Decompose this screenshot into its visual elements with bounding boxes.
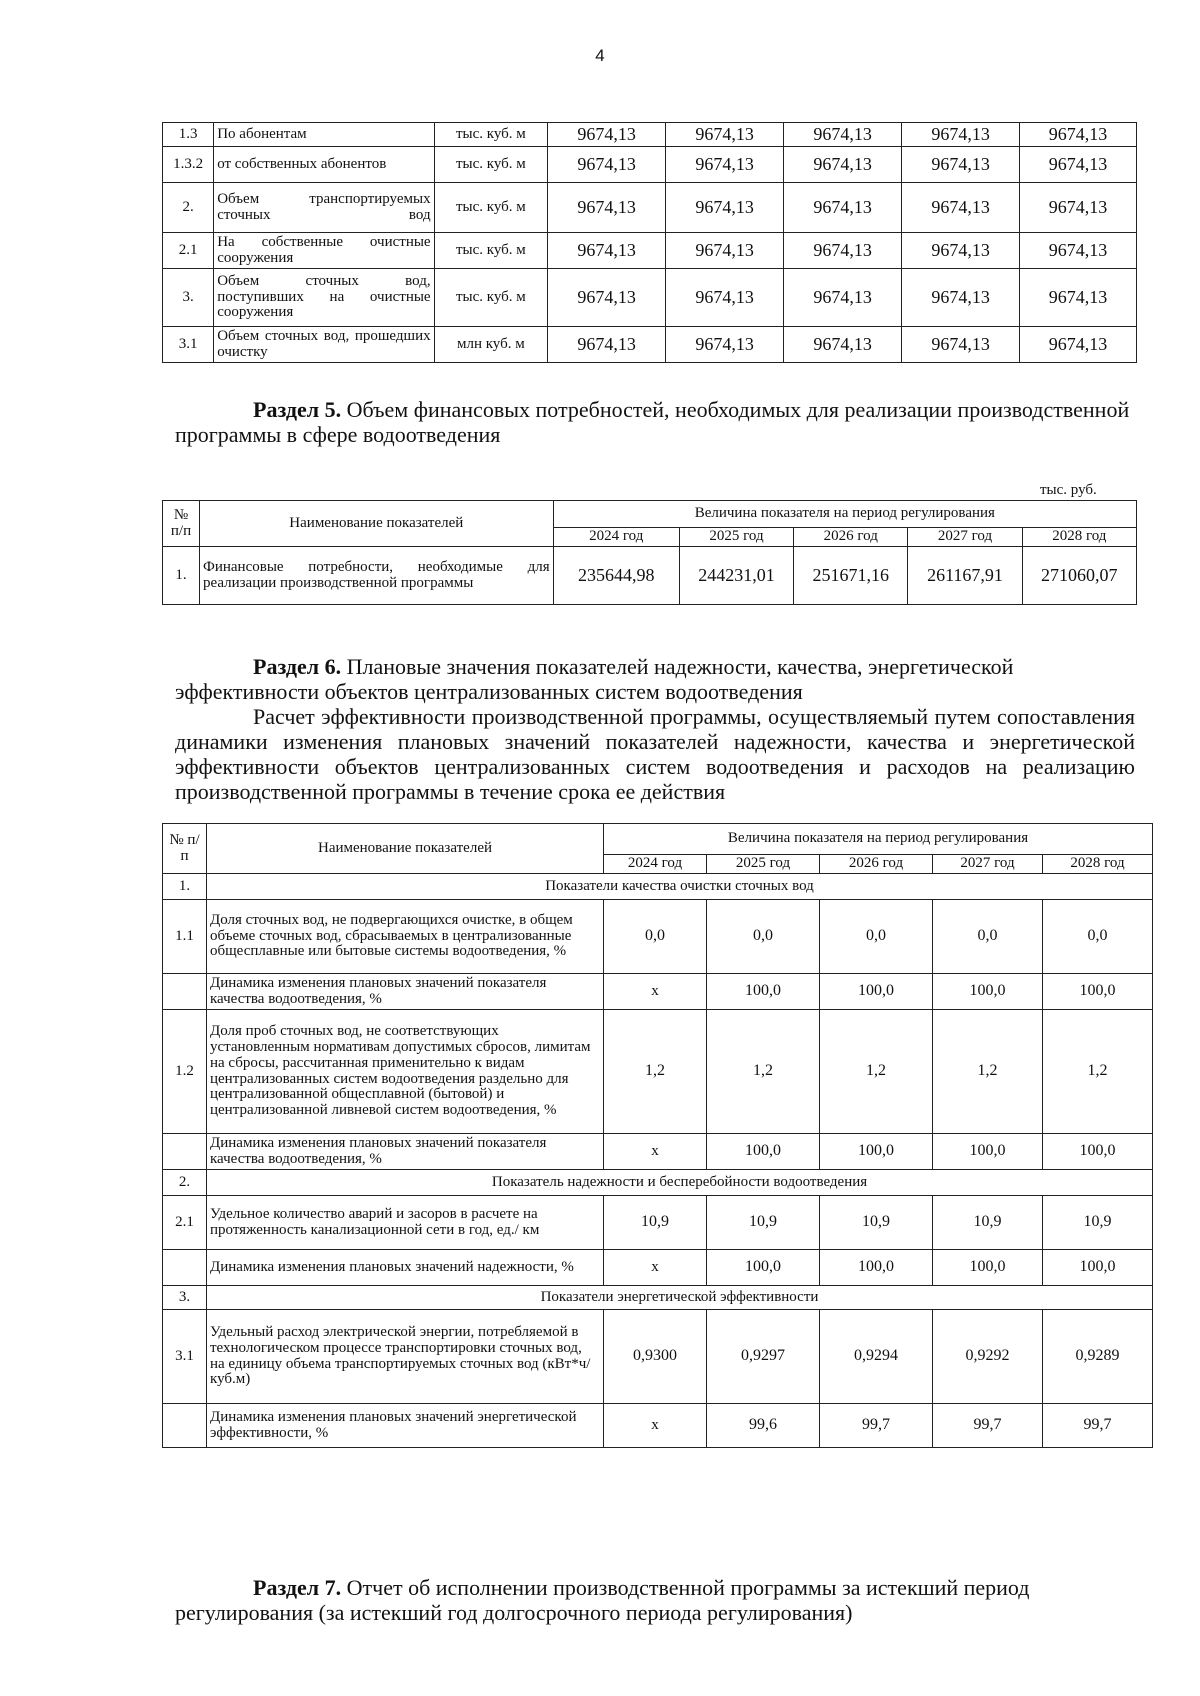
- value-cell: 1,2: [933, 1010, 1043, 1134]
- value-cell: 9674,13: [666, 147, 784, 183]
- value-cell: 100,0: [820, 974, 933, 1010]
- value-cell: 100,0: [820, 1134, 933, 1170]
- units-label: тыс. руб.: [1040, 482, 1097, 498]
- value-cell: 9674,13: [784, 147, 902, 183]
- value-cell: 10,9: [933, 1196, 1043, 1250]
- value-cell: 10,9: [820, 1196, 933, 1250]
- value-cell: 100,0: [933, 974, 1043, 1010]
- year-header: 2024 год: [604, 855, 707, 874]
- value-cell: 100,0: [1043, 1250, 1153, 1286]
- row-number: 2.1: [163, 233, 214, 269]
- value-cell: 0,9289: [1043, 1310, 1153, 1404]
- value-cell: 9674,13: [784, 327, 902, 363]
- value-cell: 9674,13: [784, 269, 902, 327]
- group-title: Показатели энергетической эффективности: [207, 1286, 1153, 1310]
- group-number: 1.: [163, 874, 207, 900]
- dynamics-row: [163, 1134, 1153, 1170]
- value-cell: 9674,13: [1020, 269, 1137, 327]
- value-cell: 10,9: [707, 1196, 820, 1250]
- row-name: По абонентам: [214, 123, 434, 147]
- table-row: [163, 183, 1137, 233]
- value-cell: 0,0: [820, 900, 933, 974]
- value-cell: 9674,13: [902, 147, 1020, 183]
- year-header: 2028 год: [1043, 855, 1153, 874]
- row-name: На собственные очистные сооружения: [214, 233, 434, 269]
- row-number: 2.1: [163, 1196, 207, 1250]
- group-row: [163, 1286, 1153, 1310]
- row-name: Объем сточных вод, прошедших очистку: [214, 327, 434, 363]
- value-cell: 10,9: [604, 1196, 707, 1250]
- row-name: Динамика изменения плановых значений надежности, %: [207, 1250, 604, 1286]
- value-cell: 9674,13: [1020, 123, 1137, 147]
- value-cell: х: [604, 1250, 707, 1286]
- value-cell: 271060,07: [1022, 547, 1136, 605]
- value-cell: 0,0: [604, 900, 707, 974]
- col-name-header: Наименование показателей: [207, 824, 604, 874]
- value-cell: 99,7: [820, 1404, 933, 1448]
- year-header: 2026 год: [794, 528, 908, 547]
- value-cell: 100,0: [820, 1250, 933, 1286]
- year-header: 2025 год: [679, 528, 793, 547]
- value-cell: 0,9294: [820, 1310, 933, 1404]
- year-header: 2028 год: [1022, 528, 1136, 547]
- value-cell: 100,0: [707, 1134, 820, 1170]
- col-name-header: Наименование показателей: [199, 501, 553, 547]
- value-cell: 0,0: [707, 900, 820, 974]
- group-row: [163, 874, 1153, 900]
- value-cell: 9674,13: [548, 123, 666, 147]
- table-row: [163, 147, 1137, 183]
- value-cell: х: [604, 1134, 707, 1170]
- value-cell: 9674,13: [902, 233, 1020, 269]
- row-name: от собственных абонентов: [214, 147, 434, 183]
- section-7-heading: Раздел 7. Отчет об исполнении производственной программы за истекший период регулирования (за истекший год долгосрочного периода регулирования): [175, 1575, 1030, 1625]
- value-cell: 9674,13: [548, 147, 666, 183]
- value-cell: 9674,13: [784, 233, 902, 269]
- unit-cell: млн куб. м: [434, 327, 548, 363]
- value-cell: 9674,13: [548, 183, 666, 233]
- value-cell: 0,0: [933, 900, 1043, 974]
- value-cell: 0,9292: [933, 1310, 1043, 1404]
- value-cell: 99,7: [1043, 1404, 1153, 1448]
- group-number: 3.: [163, 1286, 207, 1310]
- volume-table: [162, 122, 1137, 363]
- value-cell: 9674,13: [548, 327, 666, 363]
- value-cell: 9674,13: [902, 269, 1020, 327]
- value-cell: 9674,13: [666, 123, 784, 147]
- value-cell: 100,0: [707, 1250, 820, 1286]
- row-name: Доля сточных вод, не подвергающихся очистке, в общем объеме сточных вод, сбрасываемых в централизованные общесплавные или бытовые системы водоотведения, %: [207, 900, 604, 974]
- indicator-row: [163, 900, 1153, 974]
- group-title: Показатель надежности и бесперебойности водоотведения: [207, 1170, 1153, 1196]
- indicator-row: [163, 1196, 1153, 1250]
- value-cell: 9674,13: [902, 123, 1020, 147]
- unit-cell: тыс. куб. м: [434, 183, 548, 233]
- section-6-paragraph: Расчет эффективности производственной программы, осуществляемый путем сопоставления динамики изменения плановых значений показателей надежности, качества и энергетической эффективности объектов централизованных систем водоотведения и расходов на реализацию производственной программы в течение срока ее действия: [175, 704, 1135, 804]
- table-row: [163, 269, 1137, 327]
- section-6-heading: Раздел 6. Плановые значения показателей надежности, качества, энергетической эффективности объектов централизованных систем водоотведения: [175, 654, 1014, 704]
- value-cell: 99,7: [933, 1404, 1043, 1448]
- col-num-header: № п/п: [163, 824, 207, 874]
- value-cell: 9674,13: [1020, 183, 1137, 233]
- unit-cell: тыс. куб. м: [434, 233, 548, 269]
- group-title: Показатели качества очистки сточных вод: [207, 874, 1153, 900]
- year-header: 2027 год: [908, 528, 1022, 547]
- row-number: [163, 1250, 207, 1286]
- value-cell: 9674,13: [784, 183, 902, 233]
- value-cell: 100,0: [1043, 974, 1153, 1010]
- value-cell: 1,2: [1043, 1010, 1153, 1134]
- row-name: Динамика изменения плановых значений показателя качества водоотведения, %: [207, 974, 604, 1010]
- row-name: Динамика изменения плановых значений энергетической эффективности, %: [207, 1404, 604, 1448]
- row-name: Объем транспортируемых сточных вод: [214, 183, 434, 233]
- table-row: [163, 233, 1137, 269]
- value-cell: 99,6: [707, 1404, 820, 1448]
- row-number: 1.3: [163, 123, 214, 147]
- value-cell: 1,2: [820, 1010, 933, 1134]
- row-number: [163, 974, 207, 1010]
- indicators-table: [162, 823, 1153, 1448]
- row-number: 1.3.2: [163, 147, 214, 183]
- value-cell: 9674,13: [1020, 233, 1137, 269]
- value-cell: 9674,13: [902, 183, 1020, 233]
- value-cell: 251671,16: [794, 547, 908, 605]
- row-name: Удельный расход электрической энергии, потребляемой в технологическом процессе транспортировки сточных вод, на единицу объема транспортируемых сточных вод (кВт*ч/ куб.м): [207, 1310, 604, 1404]
- value-cell: 1,2: [604, 1010, 707, 1134]
- row-number: 1.: [163, 547, 200, 605]
- value-cell: 9674,13: [666, 269, 784, 327]
- unit-cell: тыс. куб. м: [434, 123, 548, 147]
- row-number: 3.1: [163, 327, 214, 363]
- value-cell: 9674,13: [1020, 147, 1137, 183]
- unit-cell: тыс. куб. м: [434, 269, 548, 327]
- value-cell: 9674,13: [784, 123, 902, 147]
- row-name: Доля проб сточных вод, не соответствующих установленным нормативам допустимых сбросов, лимитам на сбросы, рассчитанная применительно к видам централизованных систем водоотведения раздельно для централизованной общесплавной (бытовой) и централизованной ливневой систем водоотведения, %: [207, 1010, 604, 1134]
- group-number: 2.: [163, 1170, 207, 1196]
- value-cell: х: [604, 974, 707, 1010]
- value-cell: 9674,13: [666, 183, 784, 233]
- value-cell: 9674,13: [548, 233, 666, 269]
- value-cell: 0,0: [1043, 900, 1153, 974]
- row-number: [163, 1404, 207, 1448]
- year-header: 2024 год: [553, 528, 679, 547]
- dynamics-row: [163, 974, 1153, 1010]
- value-cell: 100,0: [933, 1250, 1043, 1286]
- row-number: 3.: [163, 269, 214, 327]
- value-cell: 9674,13: [1020, 327, 1137, 363]
- row-number: [163, 1134, 207, 1170]
- group-row: [163, 1170, 1153, 1196]
- section-5-heading: Раздел 5. Объем финансовых потребностей, необходимых для реализации производственной программы в сфере водоотведения: [175, 397, 1130, 447]
- value-cell: 9674,13: [548, 269, 666, 327]
- page-number: 4: [595, 46, 605, 65]
- value-cell: 0,9300: [604, 1310, 707, 1404]
- unit-cell: тыс. куб. м: [434, 147, 548, 183]
- dynamics-row: [163, 1250, 1153, 1286]
- row-number: 3.1: [163, 1310, 207, 1404]
- row-name: Удельное количество аварий и засоров в расчете на протяженность канализационной сети в год, ед./ км: [207, 1196, 604, 1250]
- value-cell: 235644,98: [553, 547, 679, 605]
- value-cell: 261167,91: [908, 547, 1022, 605]
- col-period-header: Величина показателя на период регулирования: [604, 824, 1153, 855]
- value-cell: 9674,13: [666, 327, 784, 363]
- year-header: 2025 год: [707, 855, 820, 874]
- row-number: 1.2: [163, 1010, 207, 1134]
- value-cell: 244231,01: [679, 547, 793, 605]
- indicator-row: [163, 1310, 1153, 1404]
- year-header: 2027 год: [933, 855, 1043, 874]
- table-row: [163, 123, 1137, 147]
- value-cell: 0,9297: [707, 1310, 820, 1404]
- col-period-header: Величина показателя на период регулирования: [553, 501, 1136, 528]
- row-name: Финансовые потребности, необходимые для реализации производственной программы: [199, 547, 553, 605]
- value-cell: 9674,13: [902, 327, 1020, 363]
- col-num-header: № п/п: [163, 501, 200, 547]
- value-cell: 10,9: [1043, 1196, 1153, 1250]
- row-number: 1.1: [163, 900, 207, 974]
- value-cell: 100,0: [1043, 1134, 1153, 1170]
- value-cell: 100,0: [707, 974, 820, 1010]
- row-number: 2.: [163, 183, 214, 233]
- row-name: Динамика изменения плановых значений показателя качества водоотведения, %: [207, 1134, 604, 1170]
- value-cell: 100,0: [933, 1134, 1043, 1170]
- value-cell: 1,2: [707, 1010, 820, 1134]
- row-name: Объем сточных вод, поступивших на очистные сооружения: [214, 269, 434, 327]
- table-row: [163, 327, 1137, 363]
- dynamics-row: [163, 1404, 1153, 1448]
- value-cell: 9674,13: [666, 233, 784, 269]
- financial-needs-table: [162, 500, 1137, 605]
- year-header: 2026 год: [820, 855, 933, 874]
- value-cell: х: [604, 1404, 707, 1448]
- indicator-row: [163, 1010, 1153, 1134]
